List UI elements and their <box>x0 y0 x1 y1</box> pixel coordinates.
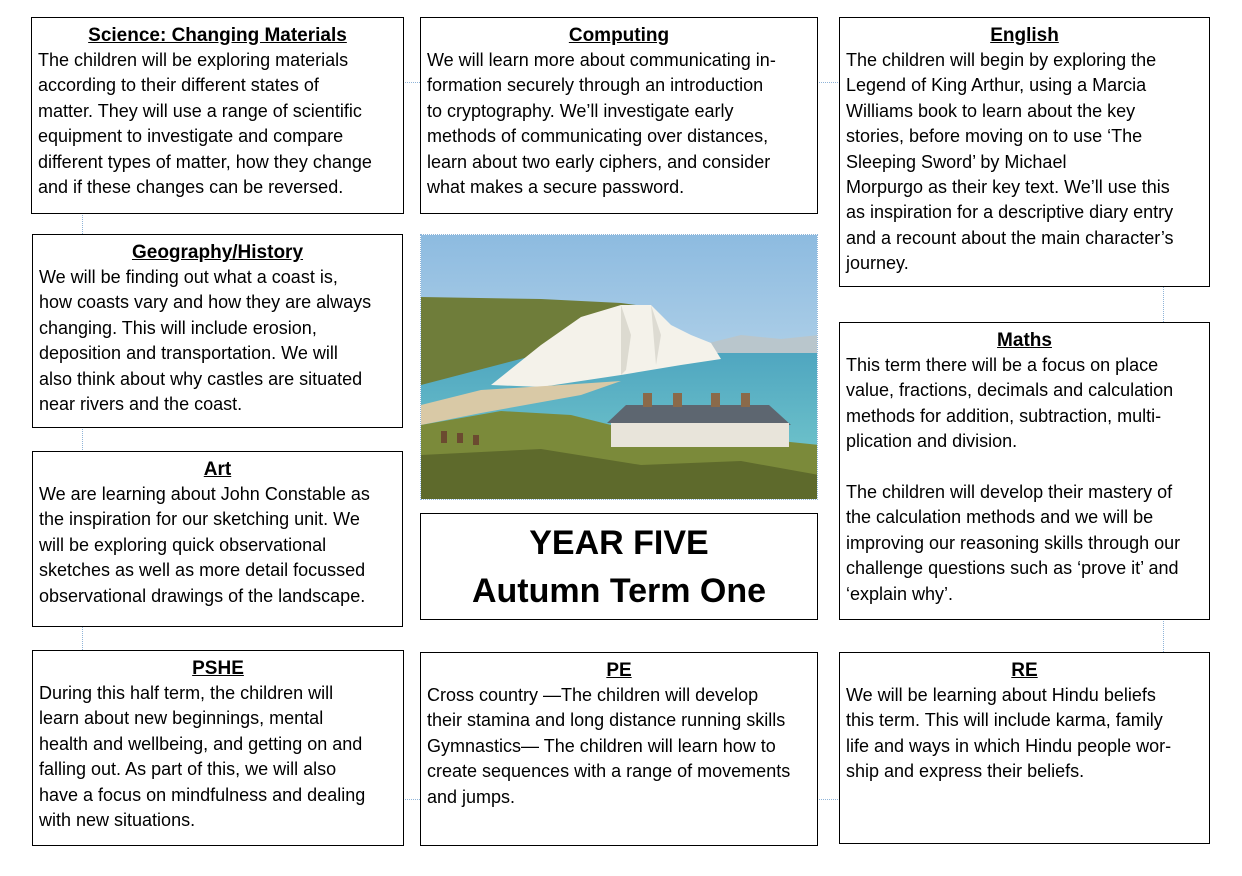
re-panel <box>839 652 1210 844</box>
computing-panel <box>420 17 818 214</box>
re-body: We will be learning about Hindu beliefs this term. This will include karma, family life and ways in which Hindu people wor- ship and express their beliefs. <box>846 685 1172 782</box>
title-line1: YEAR FIVE <box>529 523 709 562</box>
coastline-photo <box>420 234 818 500</box>
science-panel <box>31 17 404 214</box>
english-panel <box>839 17 1210 287</box>
term-title-panel <box>420 513 818 620</box>
english-heading: English <box>990 25 1059 46</box>
pshe-panel <box>32 650 404 846</box>
art-heading: Art <box>203 459 232 480</box>
geography-heading: Geography/History <box>131 242 304 263</box>
computing-heading: Computing <box>568 25 670 46</box>
science-body: The children will be exploring materials according to their different states of matter. They will use a range of scientific equipment to investigate and compare different types of matter, how they change and if these changes can be reversed. <box>38 50 372 198</box>
art-body: We are learning about John Constable as the inspiration for our sketching unit. We will be exploring quick observational sketches as well as more detail focussed observational drawings of the landscape. <box>39 484 370 606</box>
pe-heading: PE <box>606 660 632 681</box>
maths-panel <box>839 322 1210 620</box>
maths-body: This term there will be a focus on place value, fractions, decimals and calculation methods for addition, subtraction, multi- plication and division. The children will develop their mastery of the calculation methods and we will be improving our reasoning skills through our challenge questions such as ‘prove it’ and ‘explain why’. <box>846 355 1181 604</box>
maths-heading: Maths <box>997 330 1052 351</box>
geography-history-panel <box>32 234 403 428</box>
pe-panel <box>420 652 818 846</box>
art-panel <box>32 451 403 627</box>
pshe-heading: PSHE <box>192 658 244 679</box>
english-body: The children will begin by exploring the Legend of King Arthur, using a Marcia Williams book to learn about the key stories, before moving on to use ‘The Sleeping Sword’ by Michael Morpurgo as their key text. We’ll use this as inspiration for a descriptive diary entry and a recount about the main character’s journey. <box>846 50 1174 274</box>
pe-body: Cross country —The children will develop their stamina and long distance running skills Gymnastics— The children will learn how to create sequences with a range of movements and jumps. <box>427 685 791 807</box>
pshe-body: During this half term, the children will learn about new beginnings, mental health and wellbeing, and getting on and falling out. As part of this, we will also have a focus on mindfulness and dealing with new situations. <box>39 683 366 831</box>
title-line2: Autumn Term One <box>471 571 767 610</box>
computing-body: We will learn more about communicating in- formation securely through an introduction to cryptography. We’ll investigate early methods of communicating over distances, learn about two early ciphers, and consider what makes a secure password. <box>427 50 776 198</box>
science-heading: Science: Changing Materials <box>88 25 347 46</box>
geography-body: We will be finding out what a coast is, how coasts vary and how they are always changing. This will include erosion, deposition and transportation. We will also think about why castles are situated near rivers and the coast. <box>39 267 372 415</box>
re-heading: RE <box>1011 660 1038 681</box>
